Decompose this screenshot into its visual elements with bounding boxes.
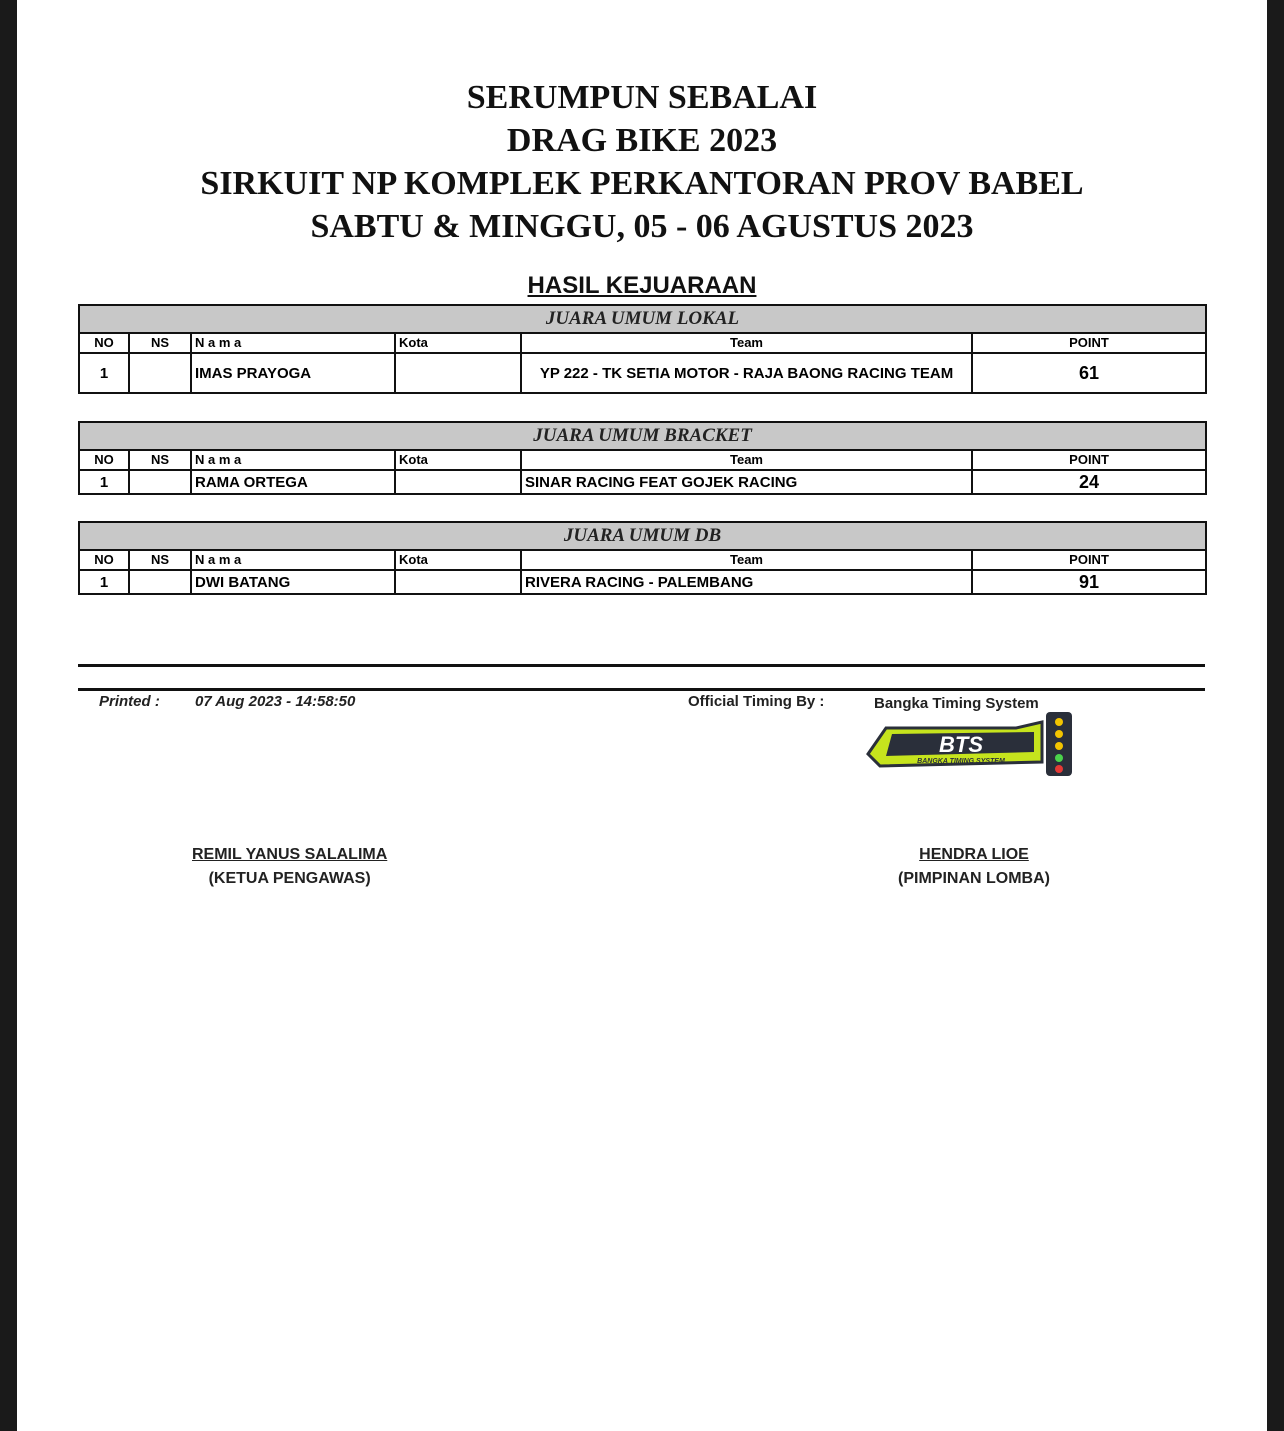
cell-nama: IMAS PRAYOGA: [191, 353, 395, 393]
title-line-1: SERUMPUN SEBALAI: [466, 79, 818, 116]
results-heading: HASIL KEJUARAAN: [527, 272, 757, 299]
cell-point: 24: [972, 470, 1206, 494]
col-team: Team: [521, 450, 972, 470]
title-line-3: SIRKUIT NP KOMPLEK PERKANTORAN PROV BABEL: [200, 165, 1084, 202]
col-nama: N a m a: [191, 333, 395, 353]
col-nama: N a m a: [191, 450, 395, 470]
timing-provider: Bangka Timing System: [874, 695, 1039, 712]
cell-nama: DWI BATANG: [191, 570, 395, 594]
col-nama: N a m a: [191, 550, 395, 570]
cell-kota: [395, 470, 521, 494]
col-ns: NS: [129, 333, 191, 353]
col-point: POINT: [972, 450, 1206, 470]
signature-ketua-pengawas: [192, 846, 387, 888]
col-point: POINT: [972, 333, 1206, 353]
signature-pimpinan-lomba: [898, 846, 1050, 888]
col-ns: NS: [129, 550, 191, 570]
cell-team: RIVERA RACING - PALEMBANG: [521, 570, 972, 594]
printed-timestamp: 07 Aug 2023 - 14:58:50: [195, 693, 356, 710]
cell-ns: [129, 570, 191, 594]
signature-role: (PIMPINAN LOMBA): [898, 870, 1050, 887]
cell-no: 1: [79, 470, 129, 494]
col-no: NO: [79, 450, 129, 470]
cell-team: YP 222 - TK SETIA MOTOR - RAJA BAONG RACING TEAM: [521, 353, 972, 393]
cell-team: SINAR RACING FEAT GOJEK RACING: [521, 470, 972, 494]
results-table-lokal: [78, 304, 1207, 394]
cell-ns: [129, 470, 191, 494]
col-ns: NS: [129, 450, 191, 470]
cell-ns: [129, 353, 191, 393]
document-title: [0, 76, 1284, 248]
cell-point: 61: [972, 353, 1206, 393]
divider-line: [78, 688, 1205, 691]
col-kota: Kota: [395, 550, 521, 570]
printed-label: Printed :: [99, 693, 160, 710]
category-title: JUARA UMUM DB: [79, 522, 1206, 550]
results-table-bracket: [78, 421, 1207, 495]
bts-logo: [866, 710, 1080, 780]
signature-name: HENDRA LIOE: [919, 846, 1029, 863]
logo-text: BTS: [939, 732, 983, 757]
signature-role: (KETUA PENGAWAS): [208, 870, 371, 887]
cell-no: 1: [79, 570, 129, 594]
title-line-2: DRAG BIKE 2023: [506, 122, 778, 159]
category-title: JUARA UMUM BRACKET: [79, 422, 1206, 450]
table-row: [79, 353, 1206, 393]
table-row: [79, 470, 1206, 494]
category-title: JUARA UMUM LOKAL: [79, 305, 1206, 333]
cell-kota: [395, 570, 521, 594]
col-kota: Kota: [395, 450, 521, 470]
cell-kota: [395, 353, 521, 393]
cell-point: 91: [972, 570, 1206, 594]
table-row: [79, 570, 1206, 594]
col-no: NO: [79, 333, 129, 353]
title-line-4: SABTU & MINGGU, 05 - 06 AGUSTUS 2023: [310, 208, 974, 245]
col-team: Team: [521, 333, 972, 353]
results-table-db: [78, 521, 1207, 595]
divider-line: [78, 664, 1205, 667]
cell-no: 1: [79, 353, 129, 393]
cell-nama: RAMA ORTEGA: [191, 470, 395, 494]
col-point: POINT: [972, 550, 1206, 570]
col-team: Team: [521, 550, 972, 570]
logo-subtext: BANGKA TIMING SYSTEM: [917, 758, 1005, 765]
col-no: NO: [79, 550, 129, 570]
timing-label: Official Timing By :: [688, 693, 825, 710]
signature-name: REMIL YANUS SALALIMA: [192, 846, 388, 863]
col-kota: Kota: [395, 333, 521, 353]
